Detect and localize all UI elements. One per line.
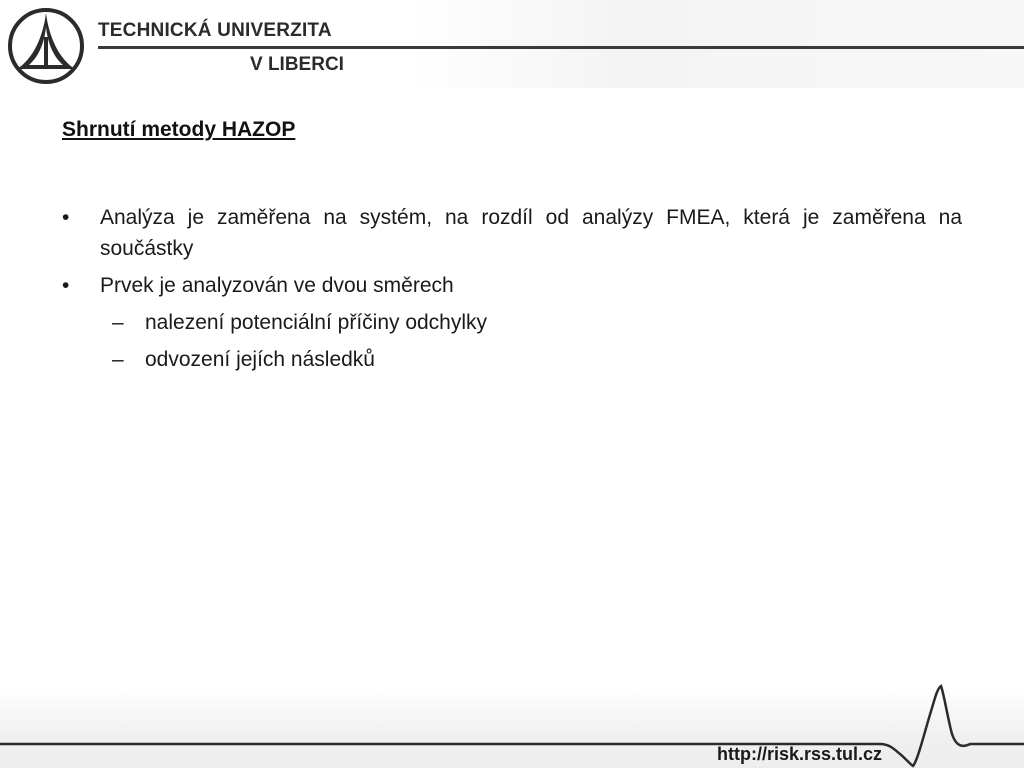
bullet-item [62, 202, 962, 264]
sub-bullet-text: odvození jejích následků [145, 348, 375, 371]
bullet-marker: • [62, 274, 70, 297]
bullet-text: Prvek je analyzován ve dvou směrech [100, 274, 454, 297]
sub-bullet-marker: – [112, 348, 124, 371]
sub-bullet-item [62, 344, 962, 375]
bullet-text: Analýza je zaměřena na systém, na rozdíl od analýzy FMEA, která je zaměřena na součástky [100, 206, 962, 260]
university-name-line2: V LIBERCI [250, 54, 344, 75]
header-band [0, 0, 1024, 88]
university-name-line1: TECHNICKÁ UNIVERZITA [98, 20, 332, 41]
slide-content [62, 202, 962, 381]
university-logo-icon [7, 7, 85, 85]
sub-bullet-item [62, 307, 962, 338]
bullet-item [62, 270, 962, 301]
bullet-marker: • [62, 206, 70, 229]
footer-url-link[interactable]: http://risk.rss.tul.cz [717, 744, 883, 764]
header-divider [98, 46, 1024, 49]
sub-bullet-text: nalezení potenciální příčiny odchylky [145, 311, 488, 334]
sub-bullet-marker: – [112, 311, 124, 334]
slide-header [0, 0, 1024, 92]
slide-title: Shrnutí metody HAZOP [62, 118, 296, 141]
